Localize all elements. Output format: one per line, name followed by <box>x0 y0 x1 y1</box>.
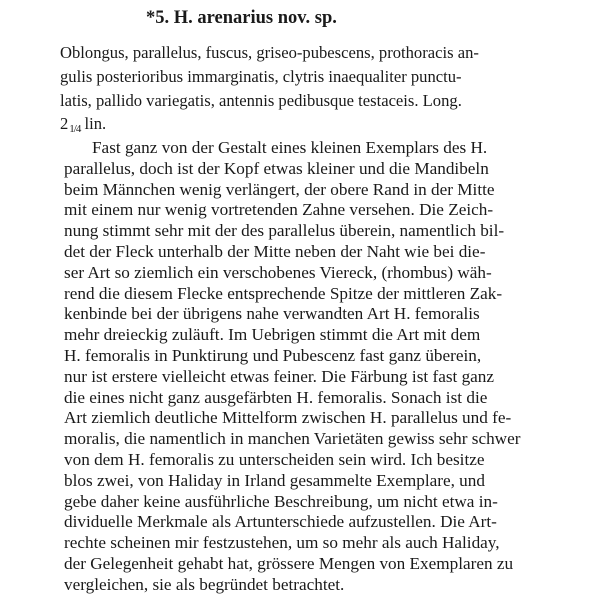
body-line: ser Art so ziemlich ein verschobenes Viereck, (rhombus) wäh- <box>64 262 492 282</box>
body-line: parallelus, doch ist der Kopf etwas kleiner und die Mandibeln <box>64 158 489 178</box>
body-line: nur ist erstere vielleicht etwas feiner. Die Färbung ist fast ganz <box>64 366 495 386</box>
body-line: nung stimmt sehr mit der des parallelus überein, namentlich bil- <box>64 221 505 241</box>
body-line: die eines nicht ganz ausgefärbten H. femoralis. Sonach ist die <box>64 387 488 407</box>
body-line: Fast ganz von der Gestalt eines kleinen Exemplars des H. <box>92 138 488 157</box>
body-line: gebe daher keine ausführliche Beschreibung, um nicht etwa in- <box>64 491 498 511</box>
body-line: dividuelle Merkmale als Artunterschiede aufzustellen. Die Art- <box>64 512 497 532</box>
body-line: moralis, die namentlich in manchen Varietäten gewiss sehr schwer <box>64 429 521 449</box>
body-line: von dem H. femoralis zu unterscheiden sein wird. Ich besitze <box>64 450 485 469</box>
body-line: mit einem nur wenig vortretenden Zahne versehen. Die Zeich- <box>64 200 494 220</box>
body-line: beim Männchen wenig verlängert, der obere Rand in der Mitte <box>64 179 495 199</box>
body-line: H. femoralis in Punktirung und Pubescenz fast ganz überein, <box>64 346 482 365</box>
diagnosis-length <box>60 114 106 134</box>
diagnosis-line: latis, pallido variegatis, antennis pedibusque testaceis. Long. <box>60 91 462 110</box>
body-line: det der Fleck unterhalb der Mitte neben der Naht wie bei die- <box>64 242 486 261</box>
body-line: mehr dreieckig zuläuft. Im Uebrigen stimmt die Art mit dem <box>64 325 481 345</box>
body-line: vergleichen, sie als begründet betrachtet. <box>64 574 345 594</box>
body-line: der Gelegenheit gehabt hat, grössere Mengen von Exemplaren zu <box>64 554 514 573</box>
length-value: 2 <box>60 114 69 133</box>
length-fraction: 1/4 <box>69 123 81 135</box>
diagnosis-line: gulis posterioribus immarginatis, clytris inaequaliter punctu- <box>60 67 462 86</box>
length-unit: lin. <box>84 114 107 133</box>
diagnosis-line: Oblongus, parallelus, fuscus, griseo-pubescens, prothoracis an- <box>60 43 479 62</box>
body-line: Art ziemlich deutliche Mittelform zwischen H. parallelus und fe- <box>64 408 512 428</box>
body-line: kenbinde bei der übrigens nahe verwandten Art H. femoralis <box>64 304 480 324</box>
body-line: rend die diesem Flecke entsprechende Spitze der mittleren Zak- <box>64 283 503 303</box>
body-line: rechte scheinen mir festzustehen, um so mehr als auch Haliday, <box>64 533 500 553</box>
species-heading: *5. H. arenarius nov. sp. <box>146 8 337 28</box>
body-line: blos zwei, von Haliday in Irland gesammelte Exemplare, und <box>64 470 485 490</box>
